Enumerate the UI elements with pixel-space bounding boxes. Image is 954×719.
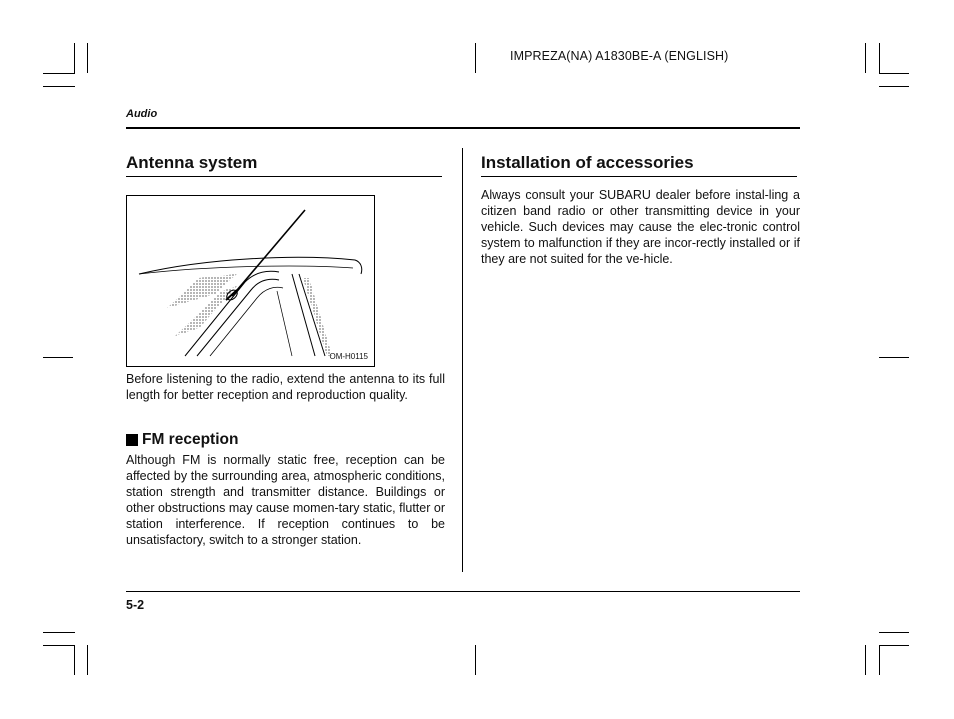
section-label: Audio — [126, 108, 158, 120]
heading-rule-right — [481, 176, 797, 177]
fm-reception-label: FM reception — [142, 431, 239, 448]
installation-text: Always consult your SUBARU dealer before instal-ling a citizen band radio or other transmitting device in your vehicle. Such devices may cause the elec-tronic control system to malfunction if they are incor-rectly installed or if they are not suited for the ve-hicle. — [481, 188, 800, 266]
header-rule — [126, 127, 800, 129]
page-number: 5-2 — [126, 598, 145, 612]
fm-reception-text: Although FM is normally static free, reception can be affected by the surrounding area, atmospheric conditions, station strength and transmitter distance. Buildings or other obstructions may cause momen-tary static, flutter or station interference. If reception continues to be unsatisfactory, switch to a stronger station. — [126, 453, 445, 547]
fm-reception-heading — [126, 431, 238, 449]
installation-accessories-heading: Installation of accessories — [481, 153, 694, 172]
antenna-intro-text: Before listening to the radio, extend the antenna to its full length for better reception and reproduction quality. — [126, 372, 445, 402]
heading-rule — [126, 176, 442, 177]
footer-rule — [126, 591, 800, 592]
antenna-figure — [126, 195, 375, 367]
car-antenna-illustration — [127, 196, 374, 366]
figure-label: OM-H0115 — [329, 352, 368, 361]
column-divider — [462, 148, 463, 572]
antenna-system-heading: Antenna system — [126, 153, 258, 172]
square-bullet-icon — [126, 434, 138, 446]
document-code: IMPREZA(NA) A1830BE-A (ENGLISH) — [510, 49, 729, 63]
